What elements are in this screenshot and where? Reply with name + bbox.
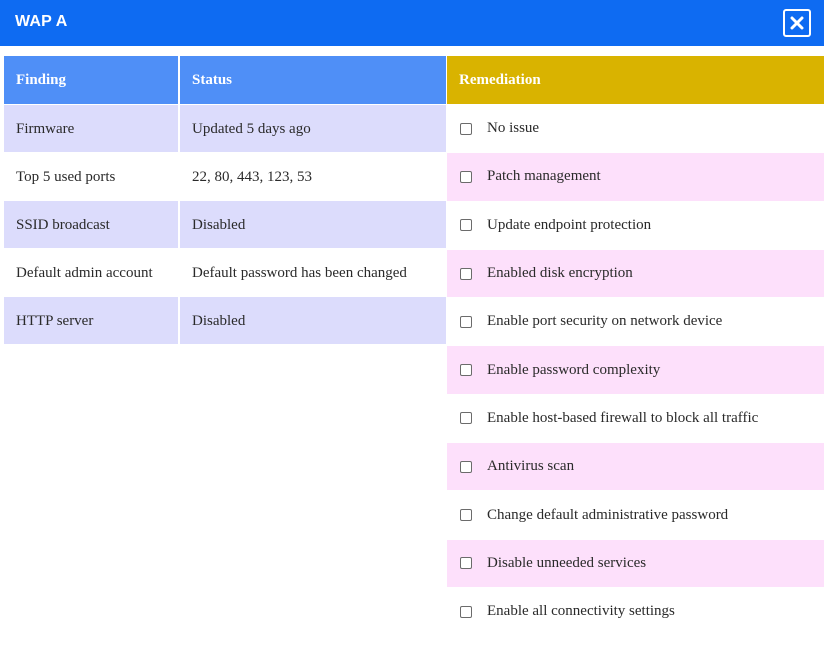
remediation-checkbox[interactable] bbox=[460, 364, 472, 376]
status-cell: Disabled bbox=[192, 313, 246, 329]
finding-cell: HTTP server bbox=[4, 297, 180, 344]
finding-cell: SSID broadcast bbox=[4, 201, 180, 248]
remediation-option-no-issue[interactable] bbox=[447, 104, 824, 152]
finding-cell: Default admin account bbox=[16, 265, 153, 281]
remediation-option-label: Antivirus scan bbox=[487, 458, 575, 475]
close-button[interactable] bbox=[783, 9, 811, 37]
remediation-option-label: No issue bbox=[487, 120, 540, 137]
remediation-option-disable-unneeded-services[interactable] bbox=[447, 539, 824, 587]
table-row bbox=[4, 200, 446, 248]
remediation-option-label: Patch management bbox=[487, 168, 601, 185]
remediation-checkbox[interactable] bbox=[460, 171, 472, 183]
table-row bbox=[4, 152, 446, 200]
remediation-checkbox[interactable] bbox=[460, 219, 472, 231]
window-title-bar bbox=[0, 0, 824, 46]
remediation-option-label: Enable all connectivity settings bbox=[487, 603, 675, 620]
remediation-checkbox[interactable] bbox=[460, 123, 472, 135]
status-cell: Updated 5 days ago bbox=[192, 121, 311, 137]
remediation-checkbox[interactable] bbox=[460, 606, 472, 618]
table-row bbox=[4, 248, 446, 296]
remediation-option-antivirus-scan[interactable] bbox=[447, 442, 824, 490]
remediation-option-label: Enable port security on network device bbox=[487, 313, 723, 330]
remediation-option-disk-encryption[interactable] bbox=[447, 249, 824, 297]
status-cell: Default password has been changed bbox=[192, 265, 407, 281]
status-cell: 22, 80, 443, 123, 53 bbox=[192, 169, 312, 185]
remediation-option-patch-management[interactable] bbox=[447, 152, 824, 200]
remediation-option-port-security[interactable] bbox=[447, 297, 824, 345]
remediation-option-label: Disable unneeded services bbox=[487, 554, 647, 571]
table-row bbox=[4, 104, 446, 152]
remediation-checkbox[interactable] bbox=[460, 461, 472, 473]
remediation-option-enable-connectivity[interactable] bbox=[447, 587, 824, 635]
status-column-header: Status bbox=[192, 72, 233, 88]
findings-header-row bbox=[4, 56, 446, 104]
remediation-option-label: Enabled disk encryption bbox=[487, 265, 633, 282]
close-icon bbox=[790, 16, 804, 30]
remediation-option-label: Enable host-based firewall to block all traffic bbox=[487, 409, 759, 426]
remediation-checkbox[interactable] bbox=[460, 412, 472, 424]
table-row bbox=[4, 296, 446, 344]
finding-cell: Firmware bbox=[4, 105, 180, 152]
status-cell: Disabled bbox=[192, 217, 246, 233]
remediation-option-label: Update endpoint protection bbox=[487, 216, 652, 233]
remediation-column-header: Remediation bbox=[447, 56, 824, 104]
finding-cell: Top 5 used ports bbox=[16, 169, 116, 185]
remediation-option-host-firewall[interactable] bbox=[447, 394, 824, 442]
remediation-table bbox=[447, 56, 824, 635]
finding-column-header: Finding bbox=[4, 56, 180, 104]
remediation-option-password-complexity[interactable] bbox=[447, 345, 824, 393]
remediation-checkbox[interactable] bbox=[460, 509, 472, 521]
remediation-option-change-admin-password[interactable] bbox=[447, 490, 824, 538]
remediation-option-label: Enable password complexity bbox=[487, 361, 661, 378]
remediation-checkbox[interactable] bbox=[460, 268, 472, 280]
remediation-option-update-endpoint-protection[interactable] bbox=[447, 201, 824, 249]
remediation-checkbox[interactable] bbox=[460, 316, 472, 328]
remediation-option-label: Change default administrative password bbox=[487, 506, 729, 523]
window-title: WAP A bbox=[15, 13, 68, 30]
remediation-checkbox[interactable] bbox=[460, 557, 472, 569]
findings-table bbox=[4, 56, 446, 344]
